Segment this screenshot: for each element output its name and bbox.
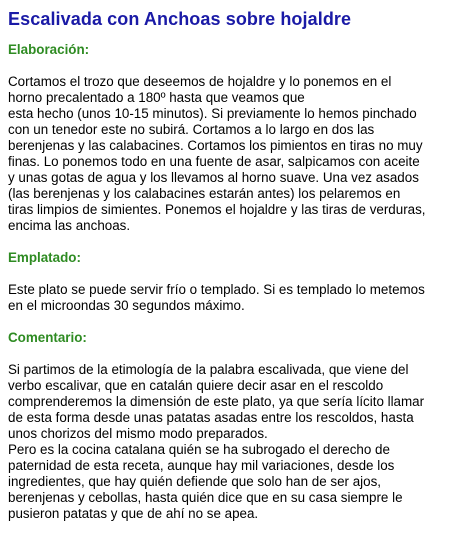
text-line: (las berenjenas y los calabacines estarán antes) los pelaremos en xyxy=(8,186,401,201)
text-line: con un tenedor este no subirá. Cortamos a lo largo en dos las xyxy=(8,122,375,137)
text-line: de esta forma desde unas patatas asadas entre los rescoldos, hasta xyxy=(8,410,414,425)
section-heading-elaboracion: Elaboración: xyxy=(8,42,90,57)
page-title: Escalivada con Anchoas sobre hojaldre xyxy=(8,9,352,29)
section-heading-emplatado: Emplatado: xyxy=(8,250,81,265)
paragraph-elaboracion xyxy=(8,74,452,234)
paragraph-comentario xyxy=(8,362,452,522)
text-line: Pero es la cocina catalana quién se ha subrogado el derecho de xyxy=(8,442,390,457)
text-line: Cortamos el trozo que deseemos de hojaldre y lo ponemos en el xyxy=(8,74,392,89)
section-comentario xyxy=(8,330,452,522)
text-line: tiras limpios de simientes. Ponemos el hojaldre y las tiras de verduras, xyxy=(8,202,426,217)
text-line: Si partimos de la etimología de la palabra escalivada, que viene del xyxy=(8,362,409,377)
text-line: verbo escalivar, que en catalán quiere decir asar en el rescoldo xyxy=(8,378,384,393)
section-heading-comentario: Comentario: xyxy=(8,330,87,345)
text-line: horno precalentado a 180º hasta que veamos que xyxy=(8,90,305,105)
text-line: en el microondas 30 segundos máximo. xyxy=(8,298,245,313)
text-line: finas. Lo ponemos todo en una fuente de asar, salpicamos con aceite xyxy=(8,154,420,169)
text-line: encima las anchoas. xyxy=(8,218,131,233)
text-line: berenjenas y las calabacines. Cortamos los pimientos en tiras no muy xyxy=(8,138,423,153)
section-emplatado xyxy=(8,250,452,330)
text-line: berenjenas y cebollas, hasta quién dice que en su casa siempre le xyxy=(8,490,403,505)
text-line: comprenderemos la dimensión de este plato, ya que sería lícito llamar xyxy=(8,394,425,409)
text-line: esta hecho (unos 10-15 minutos). Si previamente lo hemos pinchado xyxy=(8,106,417,121)
text-line: ingredientes, que hay quién defiende que solo han de ser ajos, xyxy=(8,474,381,489)
text-line: unos chorizos del mismo modo preparados. xyxy=(8,426,268,441)
text-line: Este plato se puede servir frío o templado. Si es templado lo metemos xyxy=(8,282,425,297)
text-line: pusieron patatas y que de ahí no se apea. xyxy=(8,506,259,521)
section-elaboracion xyxy=(8,42,452,250)
text-line: paternidad de esta receta, aunque hay mil variaciones, desde los xyxy=(8,458,395,473)
paragraph-emplatado xyxy=(8,282,452,314)
text-line: y unas gotas de agua y los llevamos al horno suave. Una vez asados xyxy=(8,170,419,185)
